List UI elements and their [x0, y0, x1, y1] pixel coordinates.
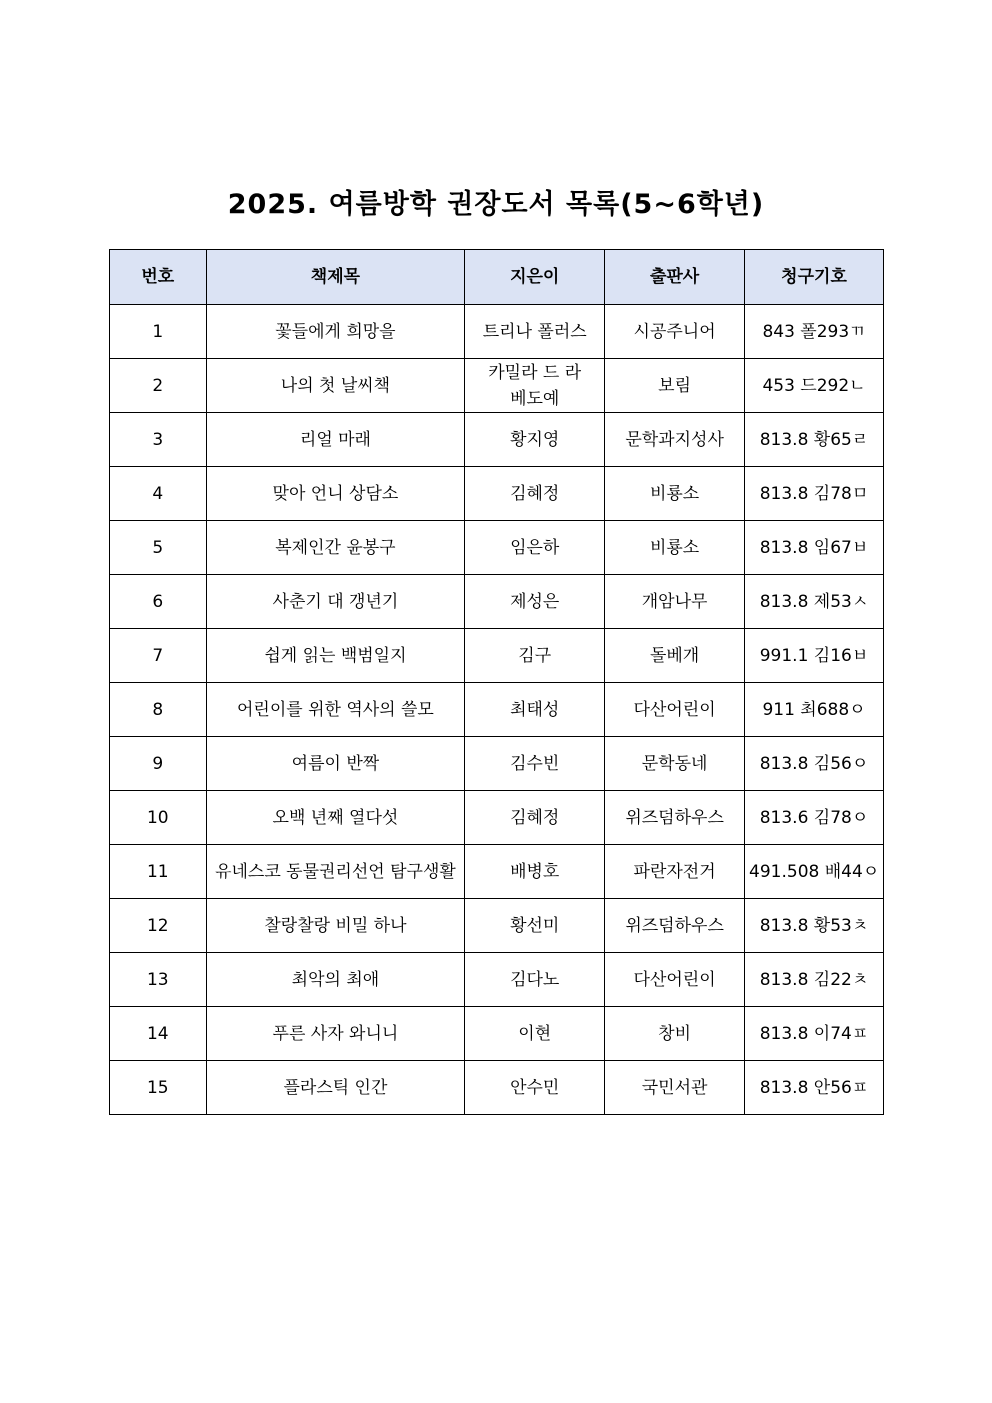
cell-title: 사춘기 대 갱년기	[206, 575, 465, 629]
table-row	[110, 413, 884, 467]
cell-title: 리얼 마래	[206, 413, 465, 467]
cell-title: 맞아 언니 상담소	[206, 467, 465, 521]
cell-no: 5	[110, 521, 207, 575]
table-row	[110, 575, 884, 629]
cell-publisher: 위즈덤하우스	[605, 899, 745, 953]
cell-call-number: 813.8 임67ㅂ	[745, 521, 884, 575]
cell-author: 김혜정	[465, 467, 605, 521]
cell-no: 15	[110, 1061, 207, 1115]
cell-publisher: 위즈덤하우스	[605, 791, 745, 845]
cell-no: 11	[110, 845, 207, 899]
cell-author: 제성은	[465, 575, 605, 629]
cell-call-number: 813.8 황53ㅊ	[745, 899, 884, 953]
table-row	[110, 467, 884, 521]
table-row	[110, 521, 884, 575]
table-row	[110, 359, 884, 413]
table-row	[110, 953, 884, 1007]
cell-no: 3	[110, 413, 207, 467]
table-row	[110, 737, 884, 791]
cell-no: 4	[110, 467, 207, 521]
table-row	[110, 1007, 884, 1061]
cell-author: 김다노	[465, 953, 605, 1007]
header-author: 지은이	[465, 250, 605, 305]
cell-publisher: 돌베개	[605, 629, 745, 683]
cell-publisher: 국민서관	[605, 1061, 745, 1115]
cell-publisher: 파란자전거	[605, 845, 745, 899]
cell-title: 찰랑찰랑 비밀 하나	[206, 899, 465, 953]
cell-no: 8	[110, 683, 207, 737]
cell-publisher: 개암나무	[605, 575, 745, 629]
cell-author: 최태성	[465, 683, 605, 737]
cell-title: 유네스코 동물권리선언 탐구생활	[206, 845, 465, 899]
header-title: 책제목	[206, 250, 465, 305]
table-body	[110, 305, 884, 1115]
table-row	[110, 899, 884, 953]
cell-title: 플라스틱 인간	[206, 1061, 465, 1115]
cell-no: 10	[110, 791, 207, 845]
header-publisher: 출판사	[605, 250, 745, 305]
cell-author: 김수빈	[465, 737, 605, 791]
cell-call-number: 453 드292ㄴ	[745, 359, 884, 413]
cell-title: 복제인간 윤봉구	[206, 521, 465, 575]
cell-title: 여름이 반짝	[206, 737, 465, 791]
cell-call-number: 911 최688ㅇ	[745, 683, 884, 737]
cell-author: 트리나 폴러스	[465, 305, 605, 359]
cell-author: 이현	[465, 1007, 605, 1061]
cell-author: 김구	[465, 629, 605, 683]
cell-author: 황선미	[465, 899, 605, 953]
cell-title: 푸른 사자 와니니	[206, 1007, 465, 1061]
cell-call-number: 813.8 황65ㄹ	[745, 413, 884, 467]
table-row	[110, 1061, 884, 1115]
cell-author: 배병호	[465, 845, 605, 899]
cell-publisher: 비룡소	[605, 467, 745, 521]
cell-title: 최악의 최애	[206, 953, 465, 1007]
cell-call-number: 813.8 안56ㅍ	[745, 1061, 884, 1115]
cell-author: 김혜정	[465, 791, 605, 845]
table-row	[110, 845, 884, 899]
cell-call-number: 991.1 김16ㅂ	[745, 629, 884, 683]
table-row	[110, 629, 884, 683]
cell-no: 14	[110, 1007, 207, 1061]
table-row	[110, 791, 884, 845]
cell-call-number: 813.8 제53ㅅ	[745, 575, 884, 629]
table-header-row	[110, 250, 884, 305]
cell-publisher: 다산어린이	[605, 953, 745, 1007]
cell-title: 나의 첫 날씨책	[206, 359, 465, 413]
cell-no: 9	[110, 737, 207, 791]
cell-no: 13	[110, 953, 207, 1007]
table-row	[110, 683, 884, 737]
cell-title: 쉽게 읽는 백범일지	[206, 629, 465, 683]
cell-author: 카밀라 드 라 베도예	[465, 359, 605, 413]
cell-call-number: 813.8 김56ㅇ	[745, 737, 884, 791]
cell-author: 황지영	[465, 413, 605, 467]
cell-publisher: 문학과지성사	[605, 413, 745, 467]
page-title: 2025. 여름방학 권장도서 목록(5~6학년)	[227, 189, 765, 220]
cell-call-number: 813.8 김22ㅊ	[745, 953, 884, 1007]
cell-no: 2	[110, 359, 207, 413]
cell-call-number: 813.8 김78ㅁ	[745, 467, 884, 521]
cell-publisher: 문학동네	[605, 737, 745, 791]
cell-call-number: 491.508 배44ㅇ	[745, 845, 884, 899]
cell-no: 6	[110, 575, 207, 629]
cell-publisher: 창비	[605, 1007, 745, 1061]
cell-publisher: 보림	[605, 359, 745, 413]
cell-publisher: 다산어린이	[605, 683, 745, 737]
cell-call-number: 813.8 이74ㅍ	[745, 1007, 884, 1061]
cell-no: 12	[110, 899, 207, 953]
cell-call-number: 813.6 김78ㅇ	[745, 791, 884, 845]
cell-no: 1	[110, 305, 207, 359]
header-no: 번호	[110, 250, 207, 305]
cell-title: 어린이를 위한 역사의 쓸모	[206, 683, 465, 737]
cell-no: 7	[110, 629, 207, 683]
cell-publisher: 시공주니어	[605, 305, 745, 359]
header-call-number: 청구기호	[745, 250, 884, 305]
cell-call-number: 843 폴293ㄲ	[745, 305, 884, 359]
cell-title: 오백 년째 열다섯	[206, 791, 465, 845]
book-list-table	[109, 249, 884, 1115]
cell-title: 꽃들에게 희망을	[206, 305, 465, 359]
cell-author: 임은하	[465, 521, 605, 575]
table-row	[110, 305, 884, 359]
cell-publisher: 비룡소	[605, 521, 745, 575]
cell-author: 안수민	[465, 1061, 605, 1115]
